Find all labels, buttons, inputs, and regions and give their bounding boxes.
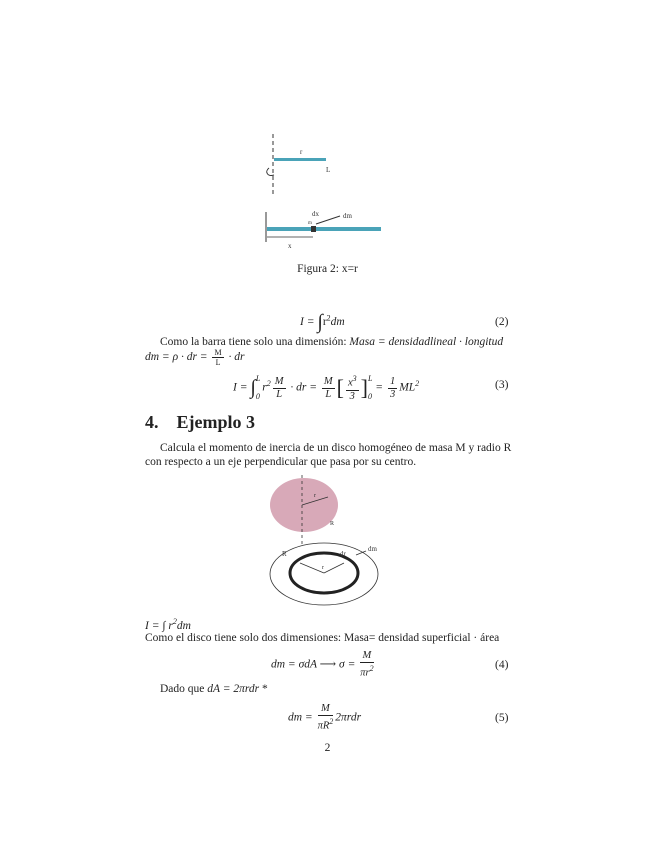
label-L: L	[326, 166, 331, 174]
label-dm: dm	[343, 212, 352, 220]
equation-2: $I = \int r^2dm$	[300, 311, 345, 333]
bar-bottom	[267, 227, 381, 231]
pointer-line	[316, 216, 340, 224]
equation-number-5: (5)	[495, 712, 509, 724]
paragraph-dA: Dado que dA = 2πrdr *	[160, 683, 268, 695]
section-heading: 4. Ejemplo 3	[145, 412, 255, 432]
figure-disc-diagram	[262, 475, 387, 615]
page-number: 2	[324, 742, 331, 754]
ring-radius-line-a	[300, 563, 324, 573]
bar-top	[274, 158, 326, 161]
paragraph-dm-definition: dm = ρ · dr = $\frac{M}{L}$ · dr	[145, 348, 245, 367]
label-dr: dr	[340, 550, 346, 558]
equation-4: dm = σdA ⟶ σ = $\frac{M}{\pi r^2}$	[271, 650, 374, 679]
equation-5: dm = $\frac{M}{\pi R^2}$ 2πrdr	[288, 703, 362, 732]
equation-number-4: (4)	[495, 659, 509, 671]
figure-caption: Figura 2: x=r	[297, 263, 358, 275]
label-x: x	[288, 242, 292, 250]
figure-bar-diagram	[258, 132, 388, 252]
label-R-top: R	[330, 521, 335, 527]
label-R-ring: R	[282, 550, 287, 558]
disc-shaded	[270, 478, 338, 532]
ring-radius-line-b	[324, 563, 344, 573]
mass-element	[311, 226, 316, 232]
label-dx: dx	[312, 210, 319, 218]
equation-3: I = ∫ L 0 $r^2$ $\frac{M}{L}$ · dr = $\frac{M}{L}$ [ $\frac{x^3}{3}$ ] L 0 = $\frac{1}{3}$ $ML^2$	[233, 374, 420, 402]
label-dm-ring: dm	[368, 545, 377, 553]
equation-number-3: (3)	[495, 379, 509, 391]
inline-equation-inertia: I = ∫ $r^2dm$	[145, 617, 191, 632]
label-r-ring: r	[322, 565, 324, 571]
label-r: r	[300, 148, 303, 156]
label-m: m	[308, 221, 312, 226]
label-r-top: r	[314, 493, 316, 499]
paragraph-problem-line1: Calcula el momento de inercia de un disco homogéneo de masa M y radio R	[160, 442, 512, 454]
equation-number-2: (2)	[495, 316, 509, 328]
paragraph-disc-dimension: Como el disco tiene solo dos dimensiones: Masa= densidad superficial · área	[145, 632, 500, 644]
paragraph-problem-line2: con respecto a un eje perpendicular que pasa por su centro.	[145, 456, 417, 468]
paragraph-bar-dimension: Como la barra tiene solo una dimensión: Masa = densidadlineal · longitud	[160, 336, 504, 348]
